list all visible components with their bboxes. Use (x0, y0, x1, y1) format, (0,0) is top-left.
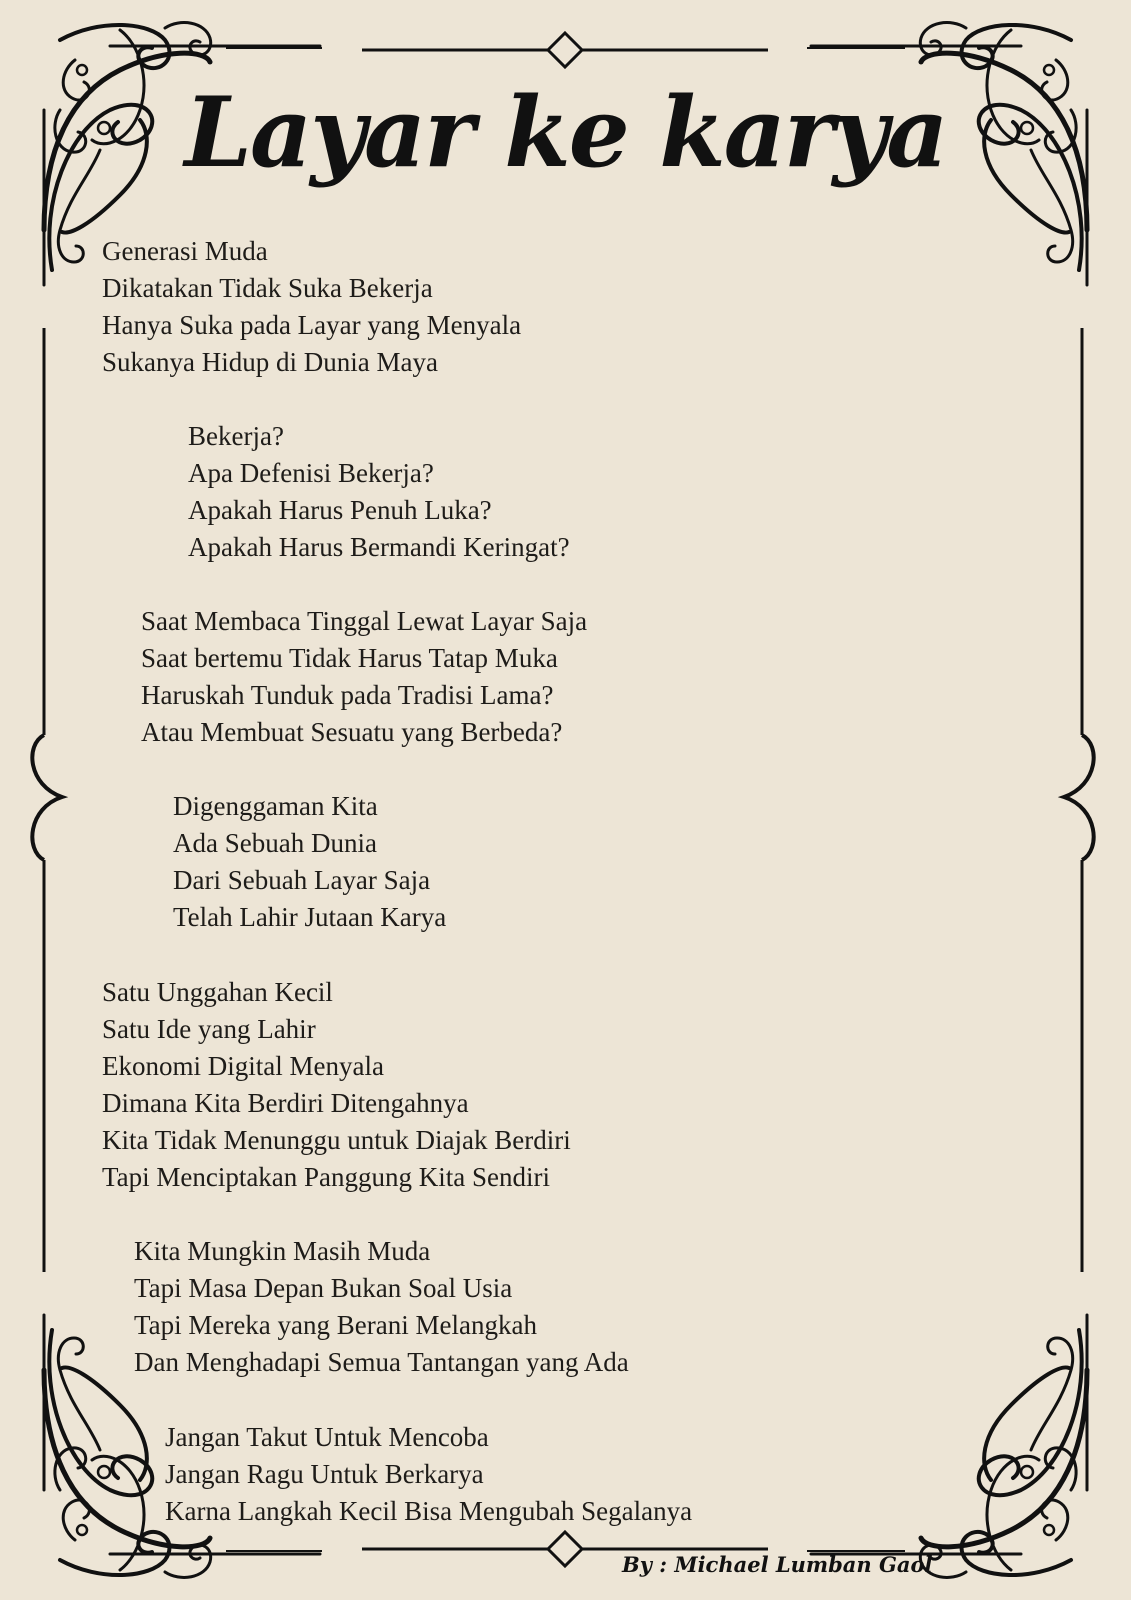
ornamental-corner-icon (811, 1315, 1087, 1577)
poem-line: Dari Sebuah Layar Saja (173, 865, 431, 895)
stanza-7 (165, 1419, 692, 1530)
poem-line: Dikatakan Tidak Suka Bekerja (102, 273, 433, 303)
poem-line: Kita Mungkin Masih Muda (134, 1236, 431, 1266)
poem-line: Haruskah Tunduk pada Tradisi Lama? (141, 680, 554, 710)
stanza-2 (188, 418, 570, 566)
poem-line: Saat bertemu Tidak Harus Tatap Muka (141, 643, 558, 673)
poem-line: Ekonomi Digital Menyala (102, 1051, 384, 1081)
poem-line: Generasi Muda (102, 236, 268, 266)
poem-line: Hanya Suka pada Layar yang Menyala (102, 310, 522, 340)
stanza-5 (102, 974, 571, 1196)
poem-line: Jangan Ragu Untuk Berkarya (165, 1459, 484, 1489)
poem-line: Karna Langkah Kecil Bisa Mengubah Segalanya (165, 1496, 693, 1526)
poem-line: Tapi Menciptakan Panggung Kita Sendiri (102, 1162, 551, 1192)
stanza-3 (141, 603, 587, 751)
poem-line: Satu Ide yang Lahir (102, 1014, 316, 1044)
poem-line: Digenggaman Kita (173, 791, 378, 821)
stanza-6 (134, 1233, 629, 1381)
poem-line: Telah Lahir Jutaan Karya (173, 902, 447, 932)
poem-line: Jangan Takut Untuk Mencoba (165, 1422, 489, 1452)
poem-line: Tapi Mereka yang Berani Melangkah (134, 1310, 537, 1340)
poem-line: Satu Unggahan Kecil (102, 977, 333, 1007)
poem-line: Sukanya Hidup di Dunia Maya (102, 347, 438, 377)
poem-line: Apa Defenisi Bekerja? (188, 458, 434, 488)
poem-line: Bekerja? (188, 421, 284, 451)
poem-line: Apakah Harus Penuh Luka? (188, 495, 492, 525)
poem-line: Apakah Harus Bermandi Keringat? (188, 532, 570, 562)
poem-line: Ada Sebuah Dunia (173, 828, 377, 858)
poem-line: Saat Membaca Tinggal Lewat Layar Saja (141, 606, 588, 636)
poem-line: Atau Membuat Sesuatu yang Berbeda? (141, 717, 563, 747)
poem-line: Tapi Masa Depan Bukan Soal Usia (134, 1273, 513, 1303)
poem-line: Dimana Kita Berdiri Ditengahnya (102, 1088, 469, 1118)
poem-line: Kita Tidak Menunggu untuk Diajak Berdiri (102, 1125, 571, 1155)
author-credit: By : Michael Lumban Gaol (622, 1552, 933, 1577)
poem-line: Dan Menghadapi Semua Tantangan yang Ada (134, 1347, 629, 1377)
stanza-1 (102, 233, 521, 381)
stanza-4 (173, 788, 446, 936)
poem-title: Layar ke karya (184, 76, 947, 189)
